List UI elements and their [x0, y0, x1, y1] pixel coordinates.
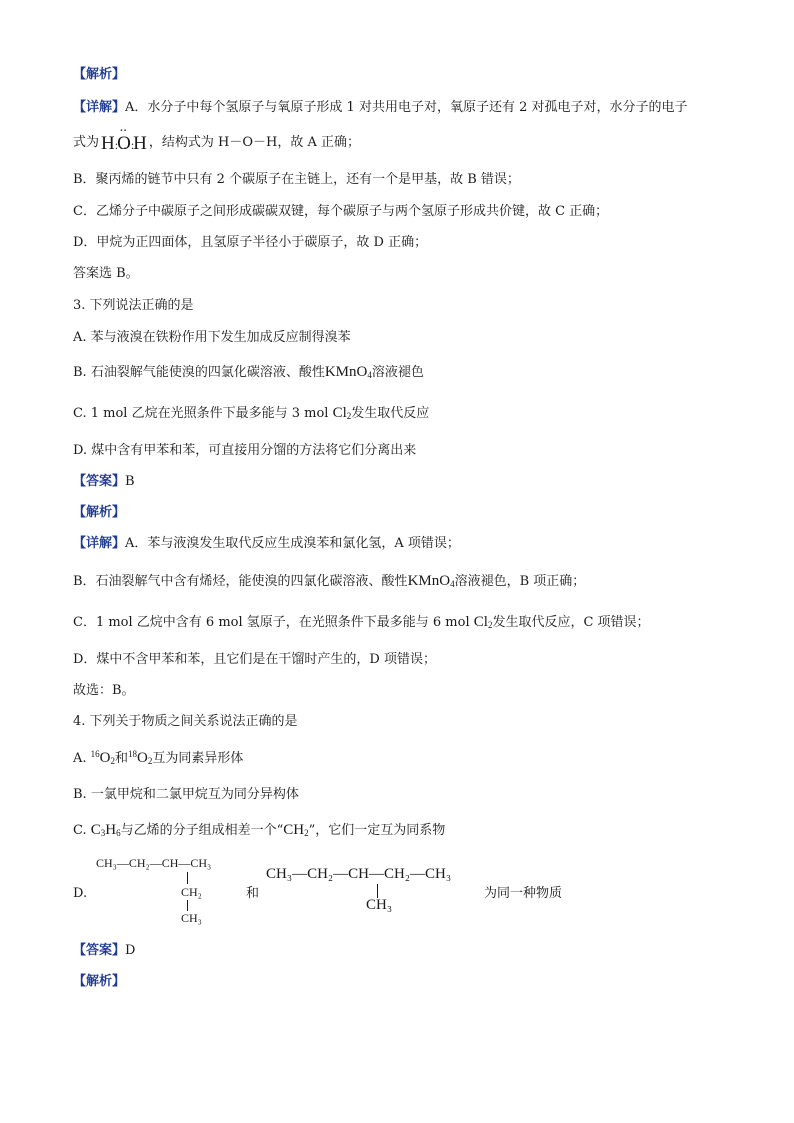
answer-line: 答案选 B。: [73, 266, 139, 281]
struct1-bond-2: [187, 900, 188, 911]
detail-line-a: [73, 99, 687, 117]
q4-option-d-suffix: 为同一种物质: [484, 886, 563, 901]
q4-stem: 4. 下列关于物质之间关系说法正确的是: [73, 714, 298, 729]
q3-option-c-suffix: 发生取代反应: [351, 406, 430, 421]
analysis-label: 【解析】: [73, 505, 126, 520]
lewis-oxygen: ·· O ··: [117, 135, 131, 153]
lewis-prefix: 式为: [73, 135, 100, 150]
kmno4-formula: KMnO$_4$: [324, 364, 372, 380]
lewis-h-right: H: [133, 133, 147, 154]
q3-detail-d: D．煤中不含甲苯和苯，且它们是在干馏时产生的，D 项错误；: [73, 652, 436, 667]
q3-option-a: A. 苯与液溴在铁粉作用下发生加成反应制得溴苯: [73, 330, 351, 345]
analysis-heading: [73, 66, 125, 84]
detail-line-b: B．聚丙烯的链节中只有 2 个碳原子在主链上，还有一个是甲基，故 B 错误；: [73, 172, 520, 187]
q4-analysis-heading: [73, 973, 125, 991]
q3-answer-value: B: [125, 474, 135, 489]
q4-option-a-mid: 和: [115, 751, 129, 766]
detail-label: 【详解】: [73, 100, 126, 115]
struct2-bond: [377, 884, 378, 898]
q3-option-d: D. 煤中含有甲苯和苯，可直接用分馏的方法将它们分离出来: [73, 443, 417, 458]
c3h6-formula: $C_3H_6$: [90, 822, 121, 838]
q4-option-a-prefix: A.: [73, 751, 91, 766]
q3-detail-a-text: A．苯与液溴发生取代反应生成溴苯和氯化氢，A 项错误；: [125, 536, 460, 551]
q3-conclusion: 故选：B。: [73, 683, 135, 698]
answer-label: 【答案】: [73, 474, 126, 489]
q3-detail-c: [73, 613, 650, 632]
detail-label: 【详解】: [73, 536, 126, 551]
q4-option-b: B. 一氯甲烷和二氯甲烷互为同分异构体: [73, 787, 299, 802]
struct1-main-chain: CH₃—CH₂—CH—CH₃: [96, 856, 212, 870]
q3-stem: 3. 下列说法正确的是: [73, 298, 194, 313]
q3-answer: [73, 473, 135, 491]
q3-detail-c-suffix: 发生取代反应，C 项错误；: [492, 615, 650, 630]
q4-option-c-mid: 与乙烯的分子组成相差一个“: [120, 823, 284, 838]
o16-formula: $^{16}O_2$: [90, 749, 115, 766]
struct1-branch-ch3: CH₃: [181, 911, 202, 925]
cl2-formula: $Cl_2$: [473, 614, 493, 630]
q4-option-d-label: D.: [73, 886, 88, 901]
q3-option-c: [73, 404, 429, 423]
analysis-label: 【解析】: [73, 974, 126, 989]
detail-line-c: C．乙烯分子中碳原子之间形成碳碳双键，每个碳原子与两个氢原子形成共价键，故 C 正确；: [73, 204, 609, 219]
q4-option-d-and: 和: [246, 886, 260, 901]
q3-option-c-prefix: C. 1 mol 乙烷在光照条件下最多能与 3 mol: [73, 406, 333, 421]
kmno4-formula: KMnO$_4$: [407, 573, 455, 589]
struct1-branch-ch2: CH₂: [181, 885, 202, 899]
q3-detail-b-suffix: 溶液褪色，B 项正确；: [454, 574, 586, 589]
struct2-branch-ch3: CH₃: [366, 897, 393, 913]
q4-option-a-suffix: 互为同素异形体: [152, 751, 244, 766]
q4-option-c-prefix: C.: [73, 823, 91, 838]
answer-label: 【答案】: [73, 943, 126, 958]
water-lewis-structure: H:·· O ··:H: [101, 135, 147, 154]
q4-option-a: [73, 749, 243, 768]
struct2-main-chain: CH₃—CH₂—CH—CH₂—CH₃: [266, 866, 452, 882]
q3-option-b-prefix: B. 石油裂解气能使溴的四氯化碳溶液、酸性: [73, 365, 325, 380]
detail-a-text: A．水分子中每个氢原子与氧原子形成 1 对共用电子对，氧原子还有 2 对孤电子对，水分子的电子: [125, 100, 688, 115]
analysis-label: 【解析】: [73, 67, 126, 82]
q3-detail-c-prefix: C．1 mol 乙烷中含有 6 mol 氢原子，在光照条件下最多能与 6 mol: [73, 615, 474, 630]
q3-option-b: [73, 363, 424, 382]
o18-formula: $^{18}O_2$: [128, 749, 153, 766]
q3-detail-b: [73, 572, 585, 591]
q3-detail-b-prefix: B．石油裂解气中含有烯烃，能使溴的四氯化碳溶液、酸性: [73, 574, 408, 589]
ch2-formula: $CH_2$: [283, 822, 309, 838]
lewis-suffix: ，结构式为 H－O－H，故 A 正确；: [148, 135, 361, 150]
detail-line-a-cont: [73, 134, 360, 154]
lewis-h-left: H: [101, 133, 115, 154]
q3-option-b-suffix: 溶液褪色: [371, 365, 424, 380]
q3-analysis-heading: [73, 504, 125, 522]
struct1-bond-1: [187, 872, 188, 884]
q4-answer: [73, 942, 135, 960]
q4-answer-value: D: [125, 943, 136, 958]
q4-option-c: [73, 821, 445, 840]
detail-line-d: D．甲烷为正四面体，且氢原子半径小于碳原子，故 D 正确；: [73, 235, 428, 250]
q3-detail-a: [73, 535, 460, 553]
cl2-formula: $Cl_2$: [332, 405, 352, 421]
q4-option-c-suffix: ”，它们一定互为同系物: [308, 823, 446, 838]
